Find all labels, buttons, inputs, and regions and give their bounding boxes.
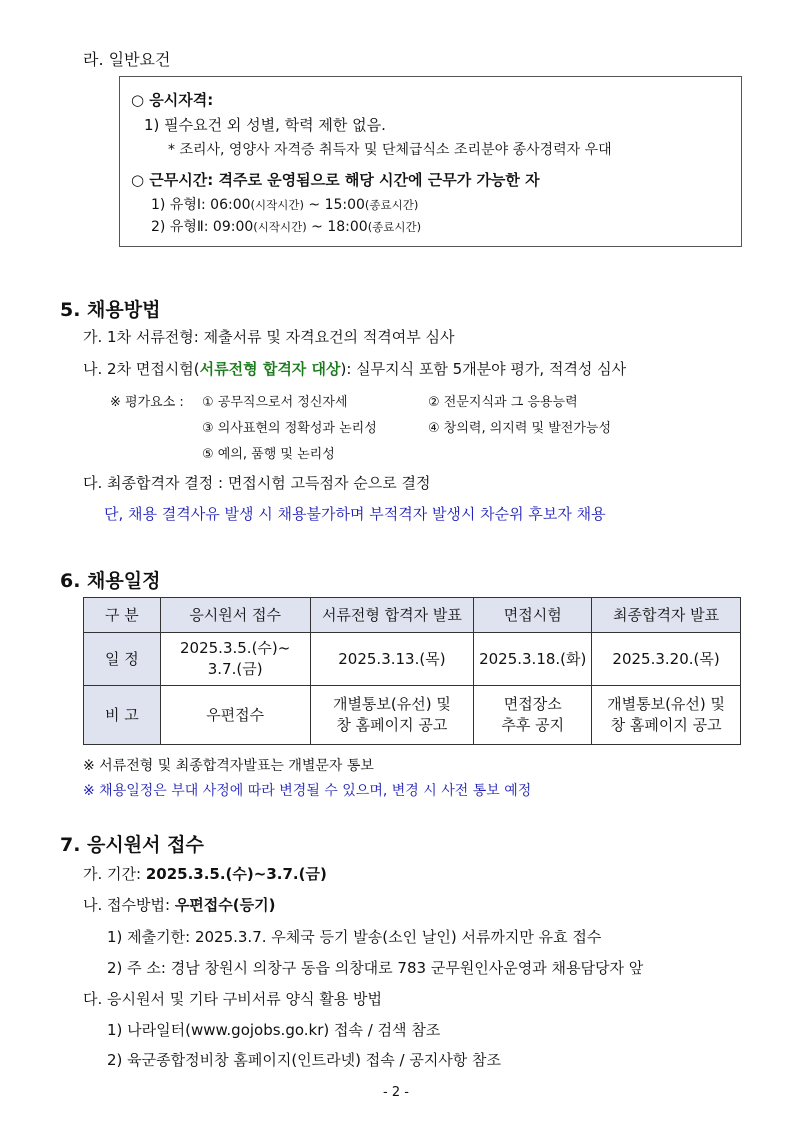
schedule-row-label: 일 정 bbox=[84, 633, 161, 686]
work-type-2-start: 2) 유형Ⅱ: 09:00 bbox=[151, 219, 254, 235]
application-period-label: 가. 기간: bbox=[83, 865, 146, 883]
schedule-header-cell: 면접시험 bbox=[474, 598, 592, 633]
schedule-header-row bbox=[84, 598, 741, 633]
schedule-cell: 2025.3.13.(목) bbox=[310, 633, 474, 686]
qualification-note: * 조리사, 영양사 자격증 취득자 및 단체급식소 조리분야 종사경력자 우대 bbox=[168, 142, 612, 158]
work-type-1-start: 1) 유형Ⅰ: 06:00 bbox=[151, 197, 251, 213]
qualification-item-1: 1) 필수요건 외 성별, 학력 제한 없음. bbox=[144, 116, 386, 134]
work-type-1 bbox=[151, 194, 418, 214]
schedule-header-cell: 최종합격자 발표 bbox=[592, 598, 741, 633]
method-second-suffix: ): 실무지식 포함 5개분야 평가, 적격성 심사 bbox=[340, 360, 627, 378]
eval-item-2: ② 전문지식과 그 응용능력 bbox=[428, 395, 578, 410]
work-hours-title: ○ 근무시간: 격주로 운영됨으로 해당 시간에 근무가 가능한 자 bbox=[131, 171, 540, 189]
application-method bbox=[83, 894, 275, 915]
work-type-1-end: ~ 15:00 bbox=[303, 197, 365, 213]
work-type-2-end: ~ 18:00 bbox=[306, 219, 368, 235]
schedule-row-remarks bbox=[84, 686, 741, 745]
schedule-row-dates bbox=[84, 633, 741, 686]
schedule-header-cell: 응시원서 접수 bbox=[160, 598, 310, 633]
application-forms-heading: 다. 응시원서 및 기타 구비서류 양식 활용 방법 bbox=[83, 990, 382, 1008]
schedule-cell: 2025.3.20.(목) bbox=[592, 633, 741, 686]
method-second-highlight: 서류전형 합격자 대상 bbox=[199, 360, 341, 378]
schedule-header-cell: 서류전형 합격자 발표 bbox=[310, 598, 474, 633]
method-second-prefix: 나. 2차 면접시험( bbox=[83, 360, 200, 378]
method-second-stage bbox=[83, 358, 626, 379]
schedule-note-2: ※ 채용일정은 부대 사정에 따라 변경될 수 있으며, 변경 시 사전 통보 예정 bbox=[83, 783, 532, 799]
application-period-value: 2025.3.5.(수)~3.7.(금) bbox=[145, 865, 327, 883]
schedule-note-1: ※ 서류전형 및 최종합격자발표는 개별문자 통보 bbox=[83, 758, 374, 774]
application-deadline: 1) 제출기한: 2025.3.7. 우체국 등기 발송(소인 날인) 서류까지만 유효 접수 bbox=[107, 928, 602, 946]
work-type-1-start-note: (시작시간) bbox=[250, 198, 304, 212]
schedule-cell: 2025.3.5.(수)~ 3.7.(금) bbox=[160, 633, 310, 686]
qualification-title: ○ 응시자격: bbox=[131, 91, 214, 109]
eval-item-4: ④ 창의력, 의지력 및 발전가능성 bbox=[428, 421, 612, 436]
section-5-heading: 5. 채용방법 bbox=[60, 299, 161, 321]
schedule-cell: 개별통보(유선) 및 창 홈페이지 공고 bbox=[592, 686, 741, 745]
method-first-stage: 가. 1차 서류전형: 제출서류 및 자격요건의 적격여부 심사 bbox=[83, 328, 455, 346]
application-forms-link-1: 1) 나라일터(www.gojobs.go.kr) 접속 / 검색 참조 bbox=[107, 1021, 441, 1039]
work-type-2-start-note: (시작시간) bbox=[253, 220, 307, 234]
schedule-cell: 우편접수 bbox=[160, 686, 310, 745]
work-type-1-end-note: (종료시간) bbox=[364, 198, 419, 212]
application-period bbox=[83, 863, 327, 884]
section-6-heading: 6. 채용일정 bbox=[60, 570, 161, 592]
application-forms-link-2: 2) 육군종합정비창 홈페이지(인트라넷) 접속 / 공지사항 참조 bbox=[107, 1051, 502, 1069]
schedule-table bbox=[83, 597, 741, 745]
eval-label: ※ 평가요소 : bbox=[110, 395, 184, 410]
page-number: - 2 - bbox=[383, 1085, 409, 1100]
section-ra-heading: 라. 일반요건 bbox=[83, 50, 171, 69]
eval-item-1: ① 공무직으로서 정신자세 bbox=[202, 395, 348, 410]
schedule-cell: 면접장소 추후 공지 bbox=[474, 686, 592, 745]
eval-item-5: ⑤ 예의, 품행 및 논리성 bbox=[202, 447, 335, 462]
work-type-2 bbox=[151, 216, 421, 236]
work-type-2-end-note: (종료시간) bbox=[367, 220, 422, 234]
eval-item-3: ③ 의사표현의 정확성과 논리성 bbox=[202, 421, 377, 436]
schedule-header-cell: 구 분 bbox=[84, 598, 161, 633]
method-final-decision: 다. 최종합격자 결정 : 면접시험 고득점자 순으로 결정 bbox=[83, 474, 431, 492]
application-method-value: 우편접수(등기) bbox=[174, 896, 276, 914]
schedule-cell: 2025.3.18.(화) bbox=[474, 633, 592, 686]
application-method-label: 나. 접수방법: bbox=[83, 896, 175, 914]
schedule-cell: 개별통보(유선) 및 창 홈페이지 공고 bbox=[310, 686, 474, 745]
section-7-heading: 7. 응시원서 접수 bbox=[60, 834, 204, 856]
application-address: 2) 주 소: 경남 창원시 의창구 동읍 의창대로 783 군무원인사운영과 채용담당자 앞 bbox=[107, 959, 644, 977]
method-final-note: 단, 채용 결격사유 발생 시 채용불가하며 부적격자 발생시 차순위 후보자 채용 bbox=[104, 505, 606, 523]
schedule-row-label: 비 고 bbox=[84, 686, 161, 745]
